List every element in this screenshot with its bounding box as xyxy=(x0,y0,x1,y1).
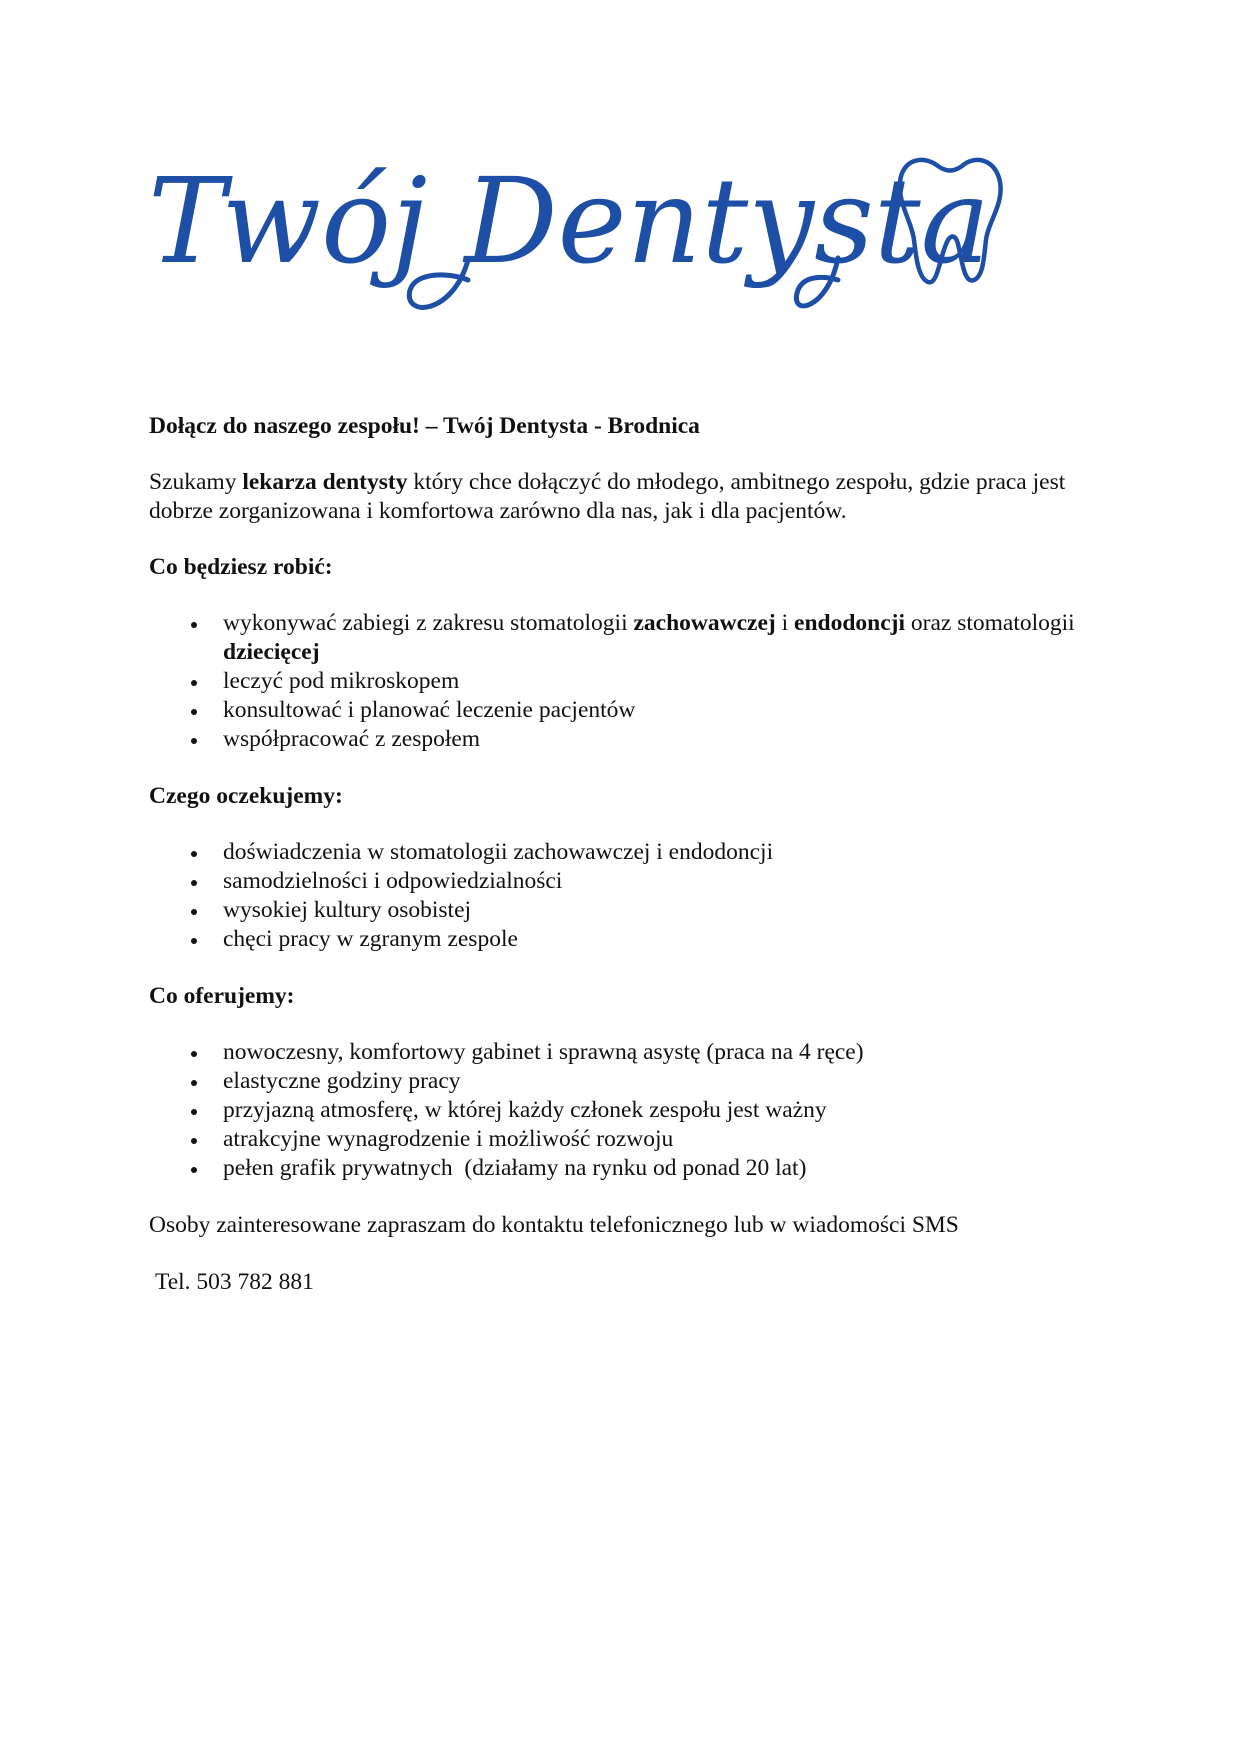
list-item-text: wykonywać zabiegi z zakresu stomatologii xyxy=(223,610,634,636)
section-heading-expectations: Czego oczekujemy: xyxy=(149,783,343,809)
list-item-text: wysokiej kultury osobistej xyxy=(223,897,472,923)
list-item-text: doświadczenia w stomatologii zachowawczej i endodoncji xyxy=(223,839,774,865)
list-item-text: samodzielności i odpowiedzialności xyxy=(223,868,563,894)
bullet-icon xyxy=(191,622,197,628)
expectations-list xyxy=(149,838,1109,954)
list-item xyxy=(149,1096,1109,1125)
bullet-icon xyxy=(191,938,197,944)
offer-list xyxy=(149,1038,1109,1183)
list-item xyxy=(149,896,1109,925)
list-item xyxy=(149,925,1109,954)
bullet-icon xyxy=(191,709,197,715)
list-item-bold: endodoncji xyxy=(794,610,906,636)
list-item-text: nowoczesny, komfortowy gabinet i sprawną asystę (praca na 4 ręce) xyxy=(223,1039,864,1065)
bullet-icon xyxy=(191,738,197,744)
section-heading-tasks: Co będziesz robić: xyxy=(149,554,333,580)
list-item-text: elastyczne godziny pracy xyxy=(223,1068,461,1094)
brand-logo-graphic xyxy=(148,140,1098,340)
list-item xyxy=(149,609,1109,667)
list-item xyxy=(149,1125,1109,1154)
list-item-text: i xyxy=(775,610,795,636)
list-item xyxy=(149,1154,1109,1183)
bullet-icon xyxy=(191,1051,197,1057)
brand-logo xyxy=(148,140,1098,340)
contact-text: Osoby zainteresowane zapraszam do kontaktu telefonicznego lub w wiadomości SMS xyxy=(149,1212,959,1238)
section-heading-offer: Co oferujemy: xyxy=(149,983,295,1009)
list-item-text: pełen grafik prywatnych (działamy na rynku od ponad 20 lat) xyxy=(223,1155,807,1181)
bullet-icon xyxy=(191,1080,197,1086)
list-item-bold: zachowawczej xyxy=(633,610,776,636)
tasks-list xyxy=(149,609,1109,754)
bullet-icon xyxy=(191,680,197,686)
bullet-icon xyxy=(191,1138,197,1144)
list-item-text: leczyć pod mikroskopem xyxy=(223,668,460,694)
list-item-text: chęci pracy w zgranym zespole xyxy=(223,926,518,952)
bullet-icon xyxy=(191,1109,197,1115)
bullet-icon xyxy=(191,1167,197,1173)
list-item-text: oraz stomatologii xyxy=(905,610,1075,636)
list-item xyxy=(149,667,1109,696)
job-posting xyxy=(149,412,1109,1297)
brand-wordmark: Twój Dentysta xyxy=(148,152,990,290)
bullet-icon xyxy=(191,880,197,886)
intro-paragraph xyxy=(149,468,1109,526)
list-item-bold: dziecięcej xyxy=(223,639,320,665)
page-title: Dołącz do naszego zespołu! – Twój Dentysta - Brodnica xyxy=(149,413,700,439)
contact-phone[interactable]: Tel. 503 782 881 xyxy=(155,1269,314,1295)
list-item-text: konsultować i planować leczenie pacjentów xyxy=(223,697,636,723)
bullet-icon xyxy=(191,851,197,857)
list-item xyxy=(149,838,1109,867)
bullet-icon xyxy=(191,909,197,915)
list-item xyxy=(149,1067,1109,1096)
list-item xyxy=(149,725,1109,754)
intro-text-2: który chce dołączyć do młodego, ambitnego zespołu, gdzie praca jest dobrze zorganizowana i komfortowa zarówno dla nas, jak i dla pacjentów. xyxy=(149,469,1066,524)
intro-bold: lekarza dentysty xyxy=(242,469,408,495)
list-item xyxy=(149,1038,1109,1067)
intro-text-1: Szukamy xyxy=(149,469,243,495)
list-item-text: atrakcyjne wynagrodzenie i możliwość rozwoju xyxy=(223,1126,674,1152)
list-item-text: przyjazną atmosferę, w której każdy członek zespołu jest ważny xyxy=(223,1097,827,1123)
list-item xyxy=(149,867,1109,896)
list-item-text: współpracować z zespołem xyxy=(223,726,481,752)
list-item xyxy=(149,696,1109,725)
